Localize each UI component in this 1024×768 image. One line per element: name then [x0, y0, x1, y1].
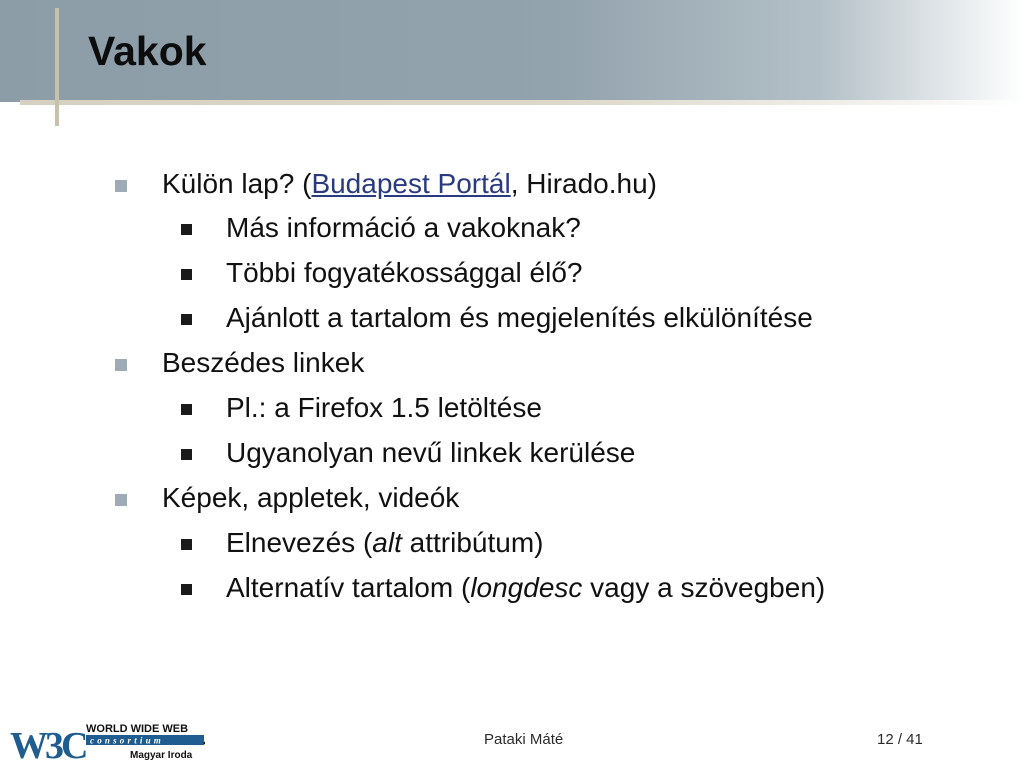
black-square-bullet-icon	[181, 314, 192, 325]
footer-page-number: 12 / 41	[877, 731, 923, 748]
logo-line3: Magyar Iroda	[130, 750, 193, 761]
bullet-item	[162, 482, 459, 514]
sub-bullet-item	[226, 257, 582, 289]
header-underline	[20, 100, 1024, 105]
bullet-text: Pl.: a Firefox 1.5 letöltése	[226, 392, 542, 423]
footer-author: Pataki Máté	[484, 731, 564, 748]
bullet-text: Más információ a vakoknak?	[226, 212, 581, 243]
sub-bullet-item	[226, 572, 825, 604]
bullet-item	[162, 168, 657, 200]
logo-line1: WORLD WIDE WEB	[86, 723, 189, 735]
square-bullet-icon	[115, 359, 127, 371]
black-square-bullet-icon	[181, 584, 192, 595]
sub-bullet-item	[226, 437, 635, 469]
bullet-text: attribútum)	[401, 527, 544, 558]
sub-bullet-item	[226, 527, 543, 559]
black-square-bullet-icon	[181, 539, 192, 550]
w3c-mark: W3C	[10, 725, 86, 764]
sub-bullet-item	[226, 212, 581, 244]
slide-title: Vakok	[88, 28, 207, 74]
black-square-bullet-icon	[181, 224, 192, 235]
bullet-text: , Hirado.hu)	[510, 168, 657, 199]
black-square-bullet-icon	[181, 404, 192, 415]
bullet-text: vagy a szövegben)	[582, 572, 826, 603]
logo-line2: consortium	[90, 735, 165, 746]
w3c-logo	[10, 718, 205, 764]
bullet-text: Ajánlott a tartalom és megjelenítés elkülönítése	[226, 302, 813, 333]
square-bullet-icon	[115, 180, 127, 192]
bullet-text: Elnevezés (	[226, 527, 373, 558]
sub-bullet-item	[226, 392, 542, 424]
bullet-text: Ugyanolyan nevű linkek kerülése	[226, 437, 636, 468]
bullet-text: alt	[372, 527, 402, 558]
bullet-text: Képek, appletek, videók	[162, 482, 460, 513]
black-square-bullet-icon	[181, 269, 192, 280]
bullet-item	[162, 347, 364, 379]
black-square-bullet-icon	[181, 449, 192, 460]
budapest-portal-link[interactable]: Budapest Portál	[311, 168, 511, 199]
bullet-text: Beszédes linkek	[162, 347, 365, 378]
sub-bullet-item	[226, 302, 813, 334]
bullet-text: longdesc	[470, 572, 583, 603]
bullet-text: Külön lap? (	[162, 168, 312, 199]
bullet-text: Többi fogyatékossággal élő?	[226, 257, 583, 288]
header-vertical-line	[55, 8, 59, 126]
bullet-text: Alternatív tartalom (	[226, 572, 471, 603]
square-bullet-icon	[115, 494, 127, 506]
